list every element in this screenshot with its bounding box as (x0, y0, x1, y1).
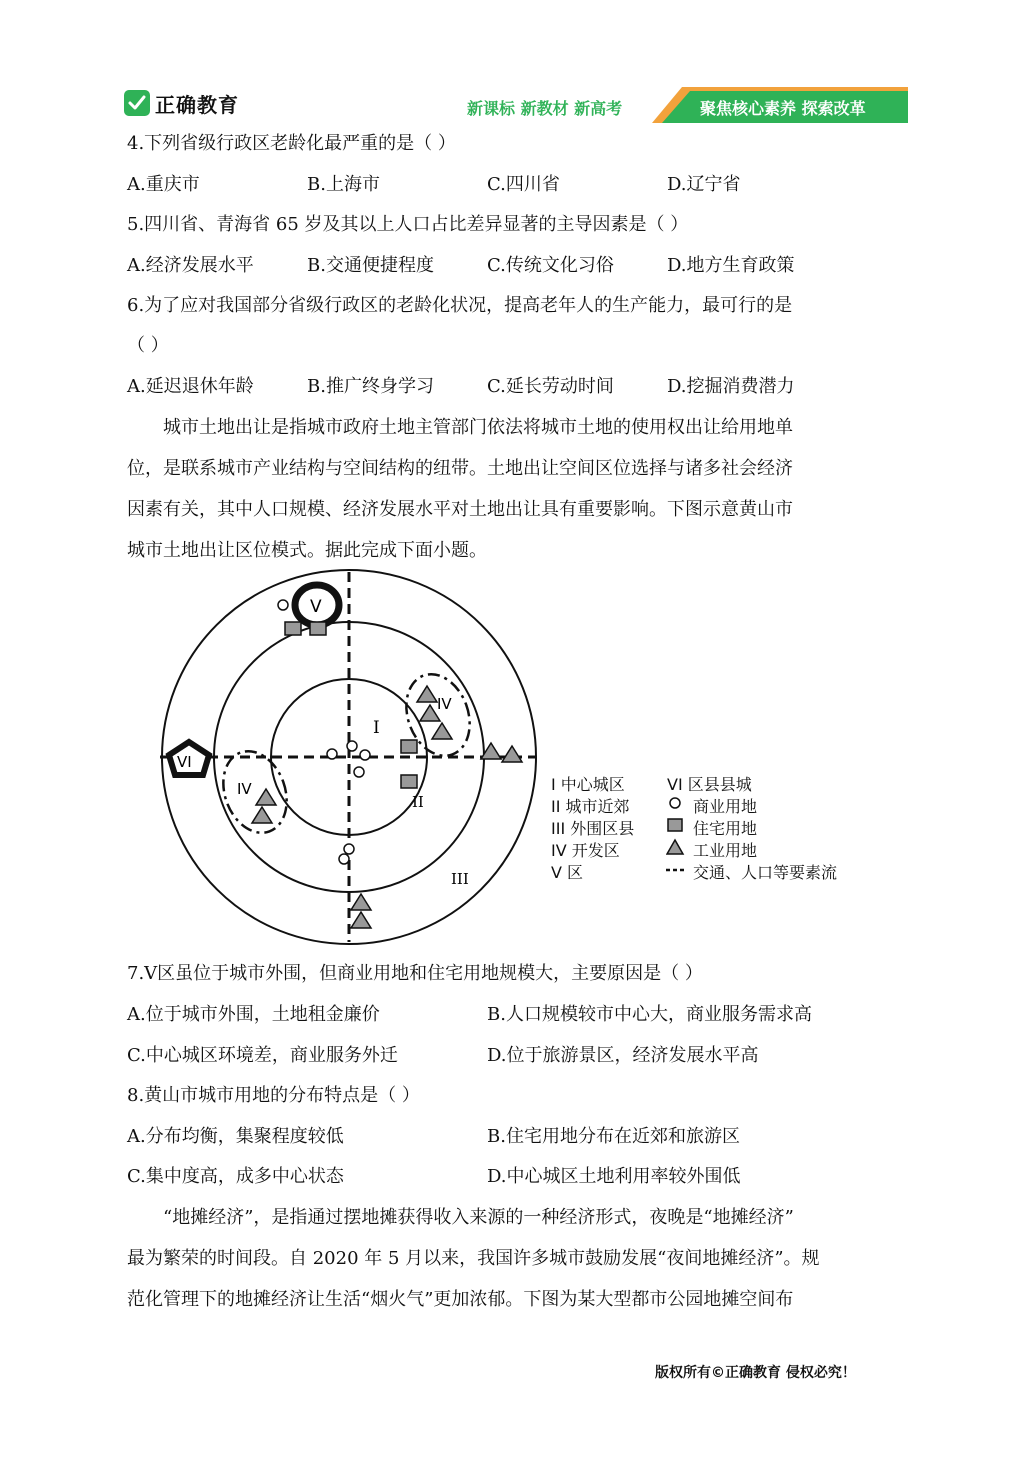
q8-option-b: B.住宅用地分布在近郊和旅游区 (487, 1126, 740, 1147)
zone-ii-label: II (412, 793, 424, 811)
q5-option-d: D.地方生育政策 (667, 255, 795, 276)
brand-name: 正确教育 (155, 92, 239, 117)
zone-i-label: I (373, 718, 380, 738)
residential-marker (310, 622, 326, 635)
header-slogan-left: 新课标 新教材 新高考 (467, 99, 623, 118)
legend-zone-ii: II 城市近郊 (551, 797, 630, 816)
q6-stem: 6.为了应对我国部分省级行政区的老龄化状况，提高老年人的生产能力，最可行的是 (127, 295, 793, 316)
industrial-legend-icon (667, 840, 683, 854)
q7-option-a: A.位于城市外围，土地租金廉价 (127, 1004, 380, 1025)
legend-zone-iv: IV 开发区 (551, 841, 620, 860)
zone-iii-label: III (451, 870, 469, 888)
passage1-line-2: 位，是联系城市产业结构与空间结构的纽带。土地出让空间区位选择与诸多社会经济 (127, 458, 793, 479)
industrial-marker (351, 912, 371, 928)
q4-option-d: D.辽宁省 (667, 174, 741, 195)
zone-iv-label-west: IV (237, 780, 252, 798)
passage2-line-2: 最为繁荣的时间段。自 2020 年 5 月以来，我国许多城市鼓励发展“夜间地摊经济”。规 (127, 1248, 820, 1269)
q5-stem: 5.四川省、青海省 65 岁及其以上人口占比差异显著的主导因素是（ ） (127, 214, 689, 235)
legend-zone-i: I 中心城区 (551, 775, 625, 794)
residential-legend-icon (668, 819, 682, 831)
zone-iv-label-east: IV (437, 695, 452, 713)
commercial-marker (344, 844, 354, 854)
passage2-line-1: “地摊经济”，是指通过摆地摊获得收入来源的一种经济形式，夜晚是“地摊经济” (163, 1207, 794, 1228)
q5-option-a: A.经济发展水平 (127, 255, 254, 276)
passage1-line-4: 城市土地出让区位模式。据此完成下面小题。 (127, 540, 487, 561)
passage1-line-3: 因素有关，其中人口规模、经济发展水平对土地出让具有重要影响。下图示意黄山市 (127, 499, 793, 520)
q8-stem: 8.黄山市城市用地的分布特点是（ ） (127, 1085, 420, 1106)
q7-option-b: B.人口规模较市中心大，商业服务需求高 (487, 1004, 812, 1025)
q4-stem: 4.下列省级行政区老龄化最严重的是（ ） (127, 133, 456, 154)
legend-commercial: 商业用地 (693, 797, 758, 816)
residential-marker (285, 622, 301, 635)
commercial-marker (339, 854, 349, 864)
zone-v-label: V (310, 597, 322, 617)
q7-option-d: D.位于旅游景区，经济发展水平高 (487, 1045, 759, 1066)
legend-zone-vi: VI 区县县城 (667, 775, 752, 794)
q6-option-c: C.延长劳动时间 (487, 376, 614, 397)
q5-option-c: C.传统文化习俗 (487, 255, 614, 276)
q6-stem-cont: （ ） (127, 335, 169, 356)
land-use-diagram (155, 567, 545, 947)
q8-option-a: A.分布均衡，集聚程度较低 (127, 1126, 344, 1147)
commercial-marker (347, 741, 357, 751)
passage1-line-1: 城市土地出让是指城市政府土地主管部门依法将城市土地的使用权出让给用地单 (163, 417, 793, 438)
industrial-marker (351, 894, 371, 910)
q7-stem: 7.V区虽位于城市外围，但商业用地和住宅用地规模大，主要原因是（ ） (127, 963, 703, 984)
q6-option-a: A.延迟退休年龄 (127, 376, 254, 397)
q8-option-d: D.中心城区土地利用率较外围低 (487, 1166, 741, 1187)
q4-option-a: A.重庆市 (127, 174, 200, 195)
commercial-legend-icon (670, 798, 680, 808)
legend-zone-v: V 区 (551, 863, 584, 882)
brand-logo (124, 88, 239, 118)
industrial-marker (502, 746, 522, 762)
q6-option-d: D.挖掘消费潜力 (667, 376, 795, 397)
q8-option-c: C.集中度高，成多中心状态 (127, 1166, 344, 1187)
legend-zone-iii: III 外围区县 (551, 819, 635, 838)
residential-marker (401, 740, 417, 753)
q7-option-c: C.中心城区环境差，商业服务外迁 (127, 1045, 398, 1066)
header-slogan-right: 聚焦核心素养 探索改革 (700, 99, 866, 118)
industrial-marker (252, 807, 272, 823)
q4-option-b: B.上海市 (307, 174, 380, 195)
industrial-marker (256, 789, 276, 805)
industrial-marker (417, 686, 437, 702)
q4-option-c: C.四川省 (487, 174, 560, 195)
legend-symbols (666, 795, 686, 885)
legend-industrial: 工业用地 (693, 841, 758, 860)
legend-residential: 住宅用地 (693, 819, 758, 838)
industrial-marker (432, 723, 452, 739)
residential-marker (401, 775, 417, 788)
q6-option-b: B.推广终身学习 (307, 376, 434, 397)
copyright-footer: 版权所有©正确教育 侵权必究！ (655, 1365, 856, 1381)
q5-option-b: B.交通便捷程度 (307, 255, 434, 276)
commercial-marker (278, 600, 288, 610)
commercial-marker (354, 767, 364, 777)
passage2-line-3: 范化管理下的地摊经济让生活“烟火气”更加浓郁。下图为某大型都市公园地摊空间布 (127, 1289, 794, 1310)
commercial-marker (360, 750, 370, 760)
zone-vi-label: VI (177, 753, 192, 771)
legend-flow: 交通、人口等要素流 (693, 863, 838, 882)
checkmark-icon (124, 90, 150, 116)
commercial-marker (327, 749, 337, 759)
